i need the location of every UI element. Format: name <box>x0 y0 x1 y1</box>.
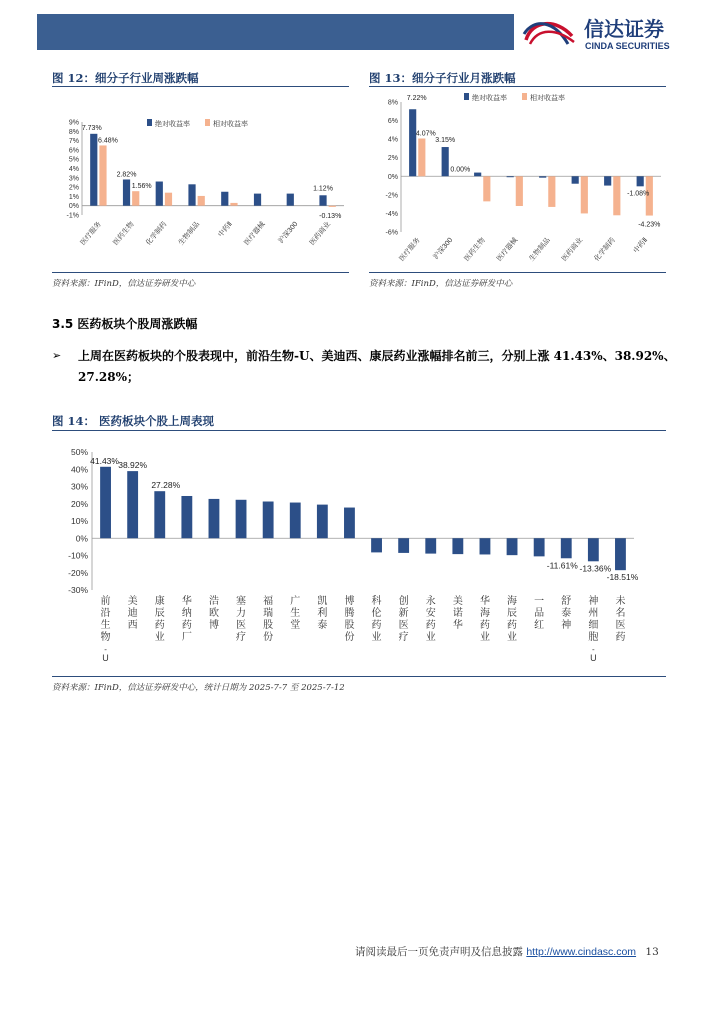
fig14-category-label: 舒泰神 <box>561 596 572 631</box>
fig13-category-label: 中药Ⅱ <box>632 236 650 255</box>
fig12-category-label: 医疗服务 <box>79 220 103 247</box>
fig14-category-label: 一品红 <box>534 596 545 631</box>
fig12-bar-abs <box>123 179 130 205</box>
fig13-bar-rel <box>548 176 555 207</box>
fig13-data-label-abs: 3.15% <box>435 137 456 145</box>
fig14-category-label: 浩欧博 <box>208 596 219 631</box>
fig14-bar <box>209 499 220 538</box>
fig12-category-label: 医疗器械 <box>243 220 267 247</box>
fig13-rule <box>369 86 666 87</box>
fig14-bar <box>127 471 138 538</box>
fig12-data-label-rel: -0.13% <box>319 212 342 220</box>
fig12-data-label-rel: 6.48% <box>98 137 118 145</box>
fig14-data-label: 27.28% <box>151 480 181 491</box>
fig12-bar-rel <box>132 191 139 206</box>
fig13-y-tick-label: 8% <box>387 99 398 107</box>
logo-en: CINDA SECURITIES <box>585 41 670 51</box>
fig12-y-tick-label: 1% <box>68 193 79 201</box>
fig12-bottom-rule <box>52 272 349 273</box>
fig14-bar <box>452 538 463 554</box>
fig14-source: 资料来源：IFinD，信达证券研发中心，统计日期为 2025-7-7 至 2025-7-12 <box>52 683 345 693</box>
fig14-bar <box>398 538 409 553</box>
fig12-y-tick-label: -1% <box>66 212 79 220</box>
fig14-category-label: 科伦药业 <box>371 596 382 643</box>
fig12-y-tick-label: 9% <box>68 119 79 127</box>
fig12-category-label: 生物制品 <box>177 220 202 247</box>
fig14-category-label: 永安药业 <box>425 596 436 643</box>
fig14-data-label: 38.92% <box>118 460 148 471</box>
fig14-category-label: 海辰药业 <box>507 596 518 643</box>
fig14-data-label: -11.61% <box>546 560 578 571</box>
fig12-category-label: 医药商业 <box>308 220 333 247</box>
fig12-bar-rel <box>198 196 205 206</box>
fig12-bar-abs <box>287 194 294 206</box>
fig14-category-label: 前沿生物-U <box>100 596 111 663</box>
section-heading: 3.5 医药板块个股周涨跌幅 <box>52 317 198 331</box>
fig13-category-label: 沪深300 <box>432 236 455 261</box>
fig14-bar <box>371 538 382 552</box>
fig13-title: 图 13：细分子行业月涨跌幅 <box>369 71 516 85</box>
fig13-y-tick-label: -2% <box>385 192 398 200</box>
fig13-y-tick-label: 4% <box>387 136 398 144</box>
fig13-bar-rel <box>418 138 425 176</box>
fig14-bar <box>561 538 572 558</box>
fig12-source: 资料来源：IFinD，信达证券研发中心 <box>52 279 196 289</box>
fig13-bar-rel <box>483 176 490 201</box>
fig13-bar-abs <box>539 176 546 177</box>
header-bar <box>37 14 514 50</box>
fig12-y-tick-label: 0% <box>68 203 79 211</box>
fig14-category-label: 神州细胞-U <box>588 596 599 663</box>
fig13-category-label: 医疗器械 <box>495 236 520 263</box>
fig13-data-label-rel: -4.23% <box>638 221 661 229</box>
fig14-bar <box>263 502 274 539</box>
fig14-y-tick-label: 20% <box>70 498 88 509</box>
fig12-bar-abs <box>221 192 228 206</box>
fig14-bar <box>290 503 301 539</box>
fig14-y-tick-label: 10% <box>70 516 88 526</box>
fig13-bar-abs <box>604 176 611 185</box>
fig13-legend-swatch-abs <box>464 93 469 100</box>
fig13-bottom-rule <box>369 272 666 273</box>
fig14-category-label: 美迪西 <box>127 596 138 631</box>
fig14-bar <box>425 538 436 553</box>
fig14-category-label: 凯利泰 <box>317 596 328 631</box>
bullet-paragraph: 上周在医药板块的个股表现中，前沿生物-U、美迪西、康辰药业涨幅排名前三，分别上涨 41.43%、38.92%、27.28%； <box>78 349 676 384</box>
fig13-legend-label-abs: 绝对收益率 <box>472 95 507 102</box>
fig13-data-label-rel: 0.00% <box>450 166 471 174</box>
fig14-data-label: -18.51% <box>606 572 639 583</box>
fig14-y-tick-label: -20% <box>68 567 88 578</box>
fig13-category-label: 医药生物 <box>463 236 487 263</box>
fig12-legend-swatch-abs <box>147 119 152 126</box>
fig14-y-tick-label: -30% <box>68 585 88 595</box>
fig14-bar <box>154 491 165 538</box>
fig12-data-label-abs: 2.82% <box>116 171 137 179</box>
fig13-y-tick-label: 2% <box>387 155 398 163</box>
fig13-y-tick-label: 0% <box>387 173 398 181</box>
fig12-data-label-rel: 1.56% <box>131 183 152 191</box>
footer <box>355 944 659 959</box>
fig14-bar <box>100 467 111 538</box>
fig14-category-label: 美诺华 <box>452 596 463 631</box>
fig13-bar-rel <box>613 176 620 215</box>
fig13-source: 资料来源：IFinD，信达证券研发中心 <box>369 279 513 289</box>
fig12-bar-abs <box>319 195 326 205</box>
fig12-rule <box>52 86 349 87</box>
fig14-y-tick-label: 50% <box>70 447 88 457</box>
fig14-category-label: 博腾股份 <box>344 596 355 643</box>
fig14-bar <box>534 538 545 556</box>
fig13-category-label: 医疗服务 <box>398 236 422 263</box>
fig14-category-label: 创新医疗 <box>398 596 409 643</box>
cinda-logo-mark-icon <box>524 24 574 44</box>
fig14-title: 图 14： 医药板块个股上周表现 <box>52 414 215 428</box>
fig14-bar <box>588 538 599 561</box>
fig14-category-label: 华纳药厂 <box>181 596 192 643</box>
fig13-data-label-rel: 4.07% <box>415 130 436 138</box>
fig14-category-label: 康辰药业 <box>154 596 165 643</box>
footer-website-link[interactable]: http://www.cindasc.com <box>526 946 637 958</box>
fig12-chart <box>52 90 352 270</box>
cinda-logo <box>522 14 692 54</box>
fig13-data-label-abs: -1.08% <box>627 190 650 198</box>
fig12-y-tick-label: 3% <box>68 175 79 183</box>
fig13-chart <box>369 88 669 270</box>
fig14-bar <box>344 508 355 539</box>
fig13-legend-swatch-rel <box>522 93 527 100</box>
fig12-title: 图 12：细分子行业周涨跌幅 <box>52 71 199 85</box>
fig13-category-label: 医药商业 <box>560 236 585 263</box>
fig14-bar <box>236 500 247 538</box>
fig13-legend-label-rel: 相对收益率 <box>530 95 565 102</box>
fig12-bar-rel <box>230 203 237 206</box>
bullet-arrow-icon: ➢ <box>52 350 62 362</box>
fig12-legend-label-rel: 相对收益率 <box>213 121 248 128</box>
fig12-bar-abs <box>254 194 261 206</box>
fig12-category-label: 化学制药 <box>145 220 169 247</box>
fig14-bar <box>615 538 626 570</box>
fig13-bar-abs <box>507 176 514 177</box>
fig13-bar-abs <box>474 173 481 177</box>
fig14-data-label: 41.43% <box>90 455 119 466</box>
fig12-data-label-abs: 7.73% <box>81 124 102 132</box>
fig12-category-label: 沪深300 <box>277 220 300 245</box>
fig14-category-label: 塞力医疗 <box>236 596 247 643</box>
fig14-bottom-rule <box>52 676 666 677</box>
fig13-bar-abs <box>637 176 644 186</box>
fig12-y-tick-label: 4% <box>68 166 79 173</box>
fig14-data-label: -13.36% <box>579 563 612 574</box>
fig13-y-tick-label: -4% <box>385 210 398 218</box>
fig12-legend-label-abs: 绝对收益率 <box>155 121 190 128</box>
logo-cn: 信达证券 <box>584 17 664 41</box>
fig12-y-tick-label: 2% <box>68 184 79 192</box>
fig12-y-tick-label: 6% <box>68 147 79 155</box>
fig13-y-tick-label: -6% <box>385 229 398 237</box>
fig14-y-tick-label: 40% <box>70 464 88 475</box>
fig12-category-label: 医药生物 <box>112 220 136 247</box>
fig12-data-label-abs: 1.12% <box>313 185 333 193</box>
fig12-bar-abs <box>156 182 163 206</box>
fig13-bar-abs <box>572 176 579 183</box>
fig14-category-label: 未名医药 <box>615 596 626 643</box>
fig14-category-label: 华海药业 <box>479 596 490 643</box>
fig14-y-tick-label: -10% <box>68 550 88 561</box>
fig14-bar <box>181 496 192 538</box>
fig12-bar-rel <box>99 145 106 205</box>
fig14-bar <box>317 505 328 539</box>
fig13-y-tick-label: 6% <box>387 118 398 126</box>
fig12-bar-rel <box>329 206 336 207</box>
page-number: 13 <box>645 946 659 958</box>
fig14-y-tick-label: 0% <box>75 533 88 544</box>
fig12-y-tick-label: 8% <box>68 128 79 136</box>
fig12-bar-abs <box>188 184 195 205</box>
fig13-bar-abs <box>409 109 416 176</box>
fig14-bar <box>507 538 518 555</box>
fig12-y-tick-label: 7% <box>68 138 79 146</box>
fig12-legend-swatch-rel <box>205 119 210 126</box>
fig13-bar-rel <box>581 176 588 213</box>
fig13-bar-abs <box>442 147 449 176</box>
fig12-bar-abs <box>90 134 97 206</box>
fig14-rule <box>52 430 666 431</box>
fig14-category-label: 广生堂 <box>290 596 301 631</box>
fig14-chart <box>52 440 666 675</box>
fig12-y-tick-label: 5% <box>68 156 79 164</box>
footer-disclaimer: 请阅读最后一页免责声明及信息披露 <box>355 946 523 958</box>
fig14-y-tick-label: 30% <box>70 481 88 492</box>
fig13-category-label: 生物制品 <box>528 236 552 263</box>
fig13-category-label: 化学制药 <box>593 236 617 263</box>
fig12-category-label: 中药Ⅱ <box>217 220 234 239</box>
fig13-data-label-abs: 7.22% <box>406 95 427 103</box>
fig12-bar-rel <box>165 193 172 206</box>
fig14-category-label: 福瑞股份 <box>263 596 274 643</box>
fig13-bar-rel <box>516 176 523 206</box>
fig14-bar <box>480 538 491 554</box>
